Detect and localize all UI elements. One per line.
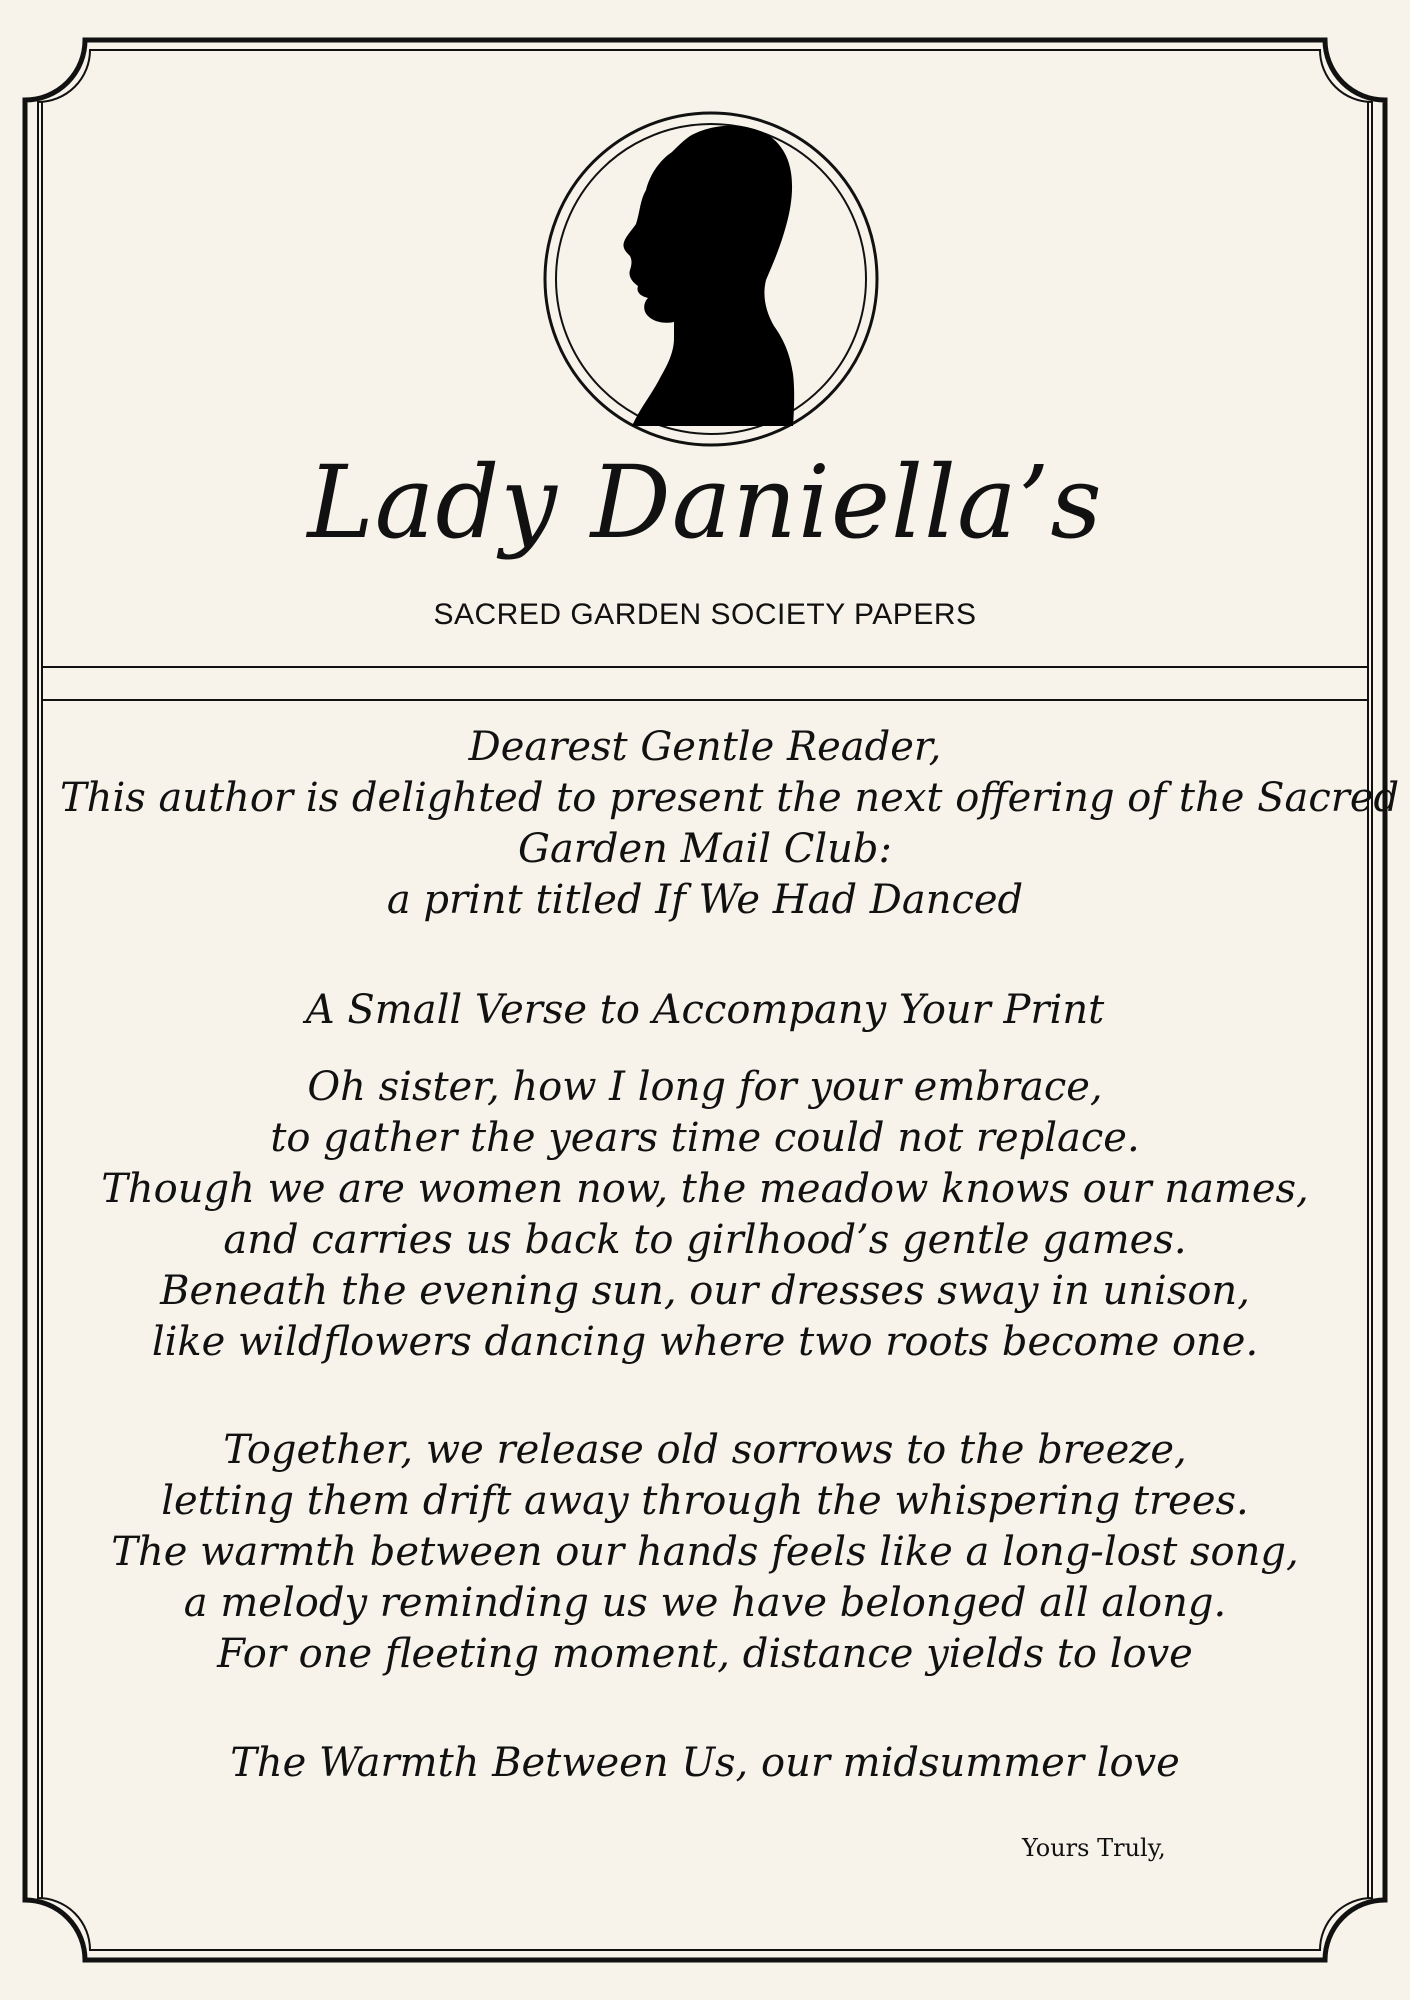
verse-line: letting them drift away through the whispering trees. [161, 1478, 1249, 1524]
verse-line: Beneath the evening sun, our dresses sway in unison, [160, 1268, 1250, 1314]
verse-line: Together, we release old sorrows to the breeze, [223, 1427, 1187, 1473]
greeting-line: a print titled If We Had Danced [386, 877, 1024, 923]
letterhead [0, 0, 1410, 665]
greeting-line: Garden Mail Club: [517, 826, 893, 872]
page-subtitle: SACRED GARDEN SOCIETY PAPERS [433, 598, 977, 631]
verse-line: a melody reminding us we have belonged all along. [183, 1580, 1227, 1626]
signoff: Yours Truly, [1022, 1834, 1166, 1862]
verse-line: Though we are women now, the meadow knows our names, [101, 1166, 1309, 1212]
greeting-paragraph [60, 722, 1400, 926]
verse-line: to gather the years time could not replace. [270, 1115, 1140, 1161]
verse-line: and carries us back to girlhood’s gentle games. [223, 1217, 1187, 1263]
page-title: Lady Daniella’s [307, 444, 1103, 561]
verse-line: The warmth between our hands feels like a long-lost song, [111, 1529, 1299, 1575]
verse-heading: A Small Verse to Accompany Your Print [305, 987, 1105, 1033]
verse-stanza [60, 1062, 1350, 1368]
verse-stanza [60, 1425, 1350, 1680]
verse-line: like wildflowers dancing where two roots become one. [151, 1319, 1259, 1365]
greeting-line: Dearest Gentle Reader, [468, 724, 942, 770]
closing-line: The Warmth Between Us, our midsummer love [230, 1740, 1180, 1786]
verse-line: Oh sister, how I long for your embrace, [307, 1064, 1103, 1110]
greeting-line: This author is delighted to present the next offering of the Sacred [60, 775, 1400, 821]
woman-silhouette-cameo-icon [540, 108, 882, 450]
verse-line: For one fleeting moment, distance yields to love [217, 1631, 1193, 1677]
